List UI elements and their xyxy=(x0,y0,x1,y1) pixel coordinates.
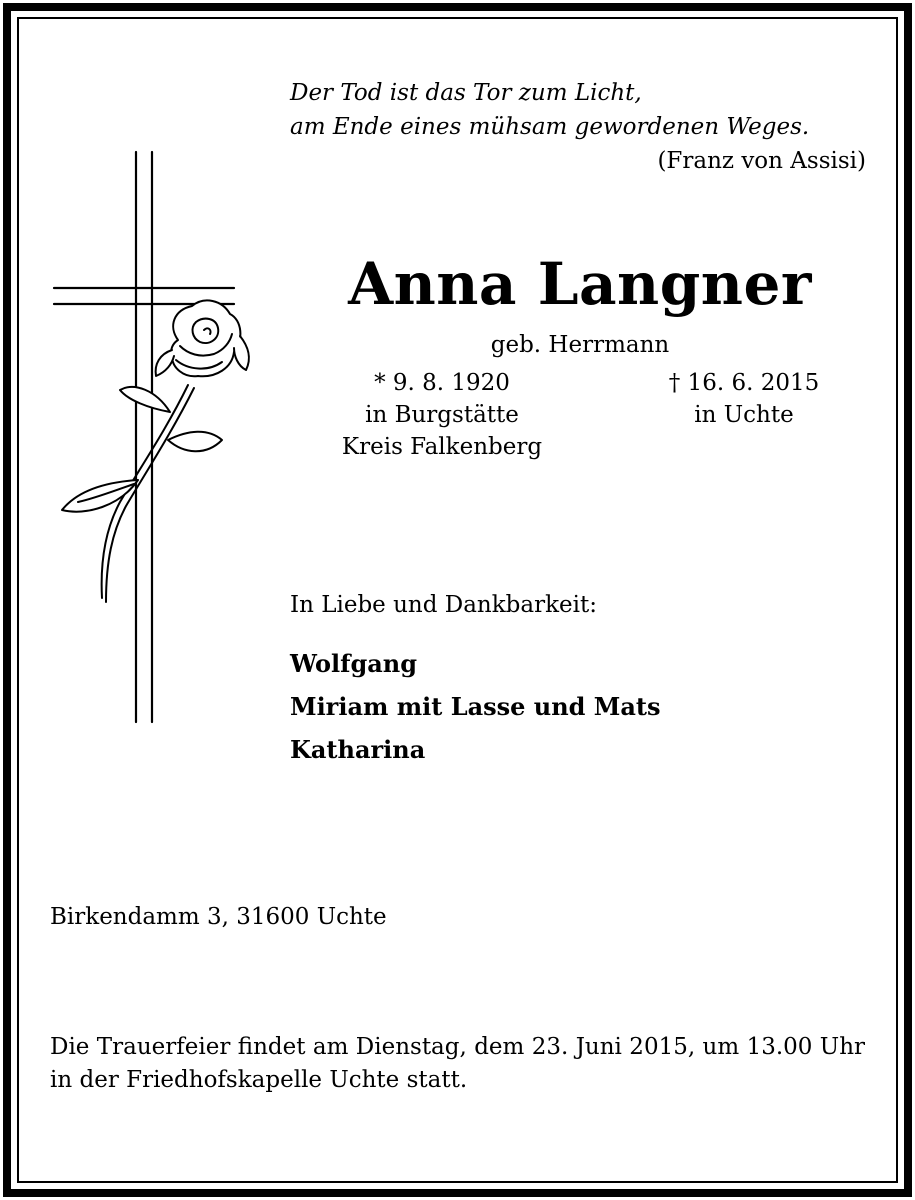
mourner-name: Wolfgang xyxy=(290,649,418,678)
mourner-name: Miriam mit Lasse und Mats xyxy=(290,692,661,721)
mourner-name: Katharina xyxy=(290,735,426,764)
birth-place: in Burgstätte xyxy=(365,402,519,428)
epigraph-quote xyxy=(290,76,866,178)
deceased-name: Anna Langner xyxy=(348,250,812,318)
birth-district: Kreis Falkenberg xyxy=(341,434,543,460)
death-place: in Uchte xyxy=(694,402,794,428)
mourners-intro: In Liebe und Dankbarkeit: xyxy=(290,592,597,618)
cross-with-rose-icon xyxy=(48,150,258,730)
mourner-address: Birkendamm 3, 31600 Uchte xyxy=(50,904,387,930)
death-date: † 16. 6. 2015 xyxy=(668,370,820,396)
ceremony-notice: Die Trauerfeier findet am Dienstag, dem 23. Juni 2015, um 13.00 Uhr in der Friedhofskapelle Uchte statt. xyxy=(50,1034,865,1093)
birth-name: geb. Herrmann xyxy=(490,332,670,358)
quote-line-2: am Ende eines mühsam gewordenen Weges. xyxy=(290,114,810,140)
mourners-list xyxy=(290,642,661,771)
birth-date: * 9. 8. 1920 xyxy=(374,370,510,396)
quote-line-1: Der Tod ist das Tor zum Licht, xyxy=(290,80,642,106)
quote-attribution: (Franz von Assisi) xyxy=(657,148,866,174)
birth-details xyxy=(312,367,572,463)
death-details xyxy=(614,367,874,431)
